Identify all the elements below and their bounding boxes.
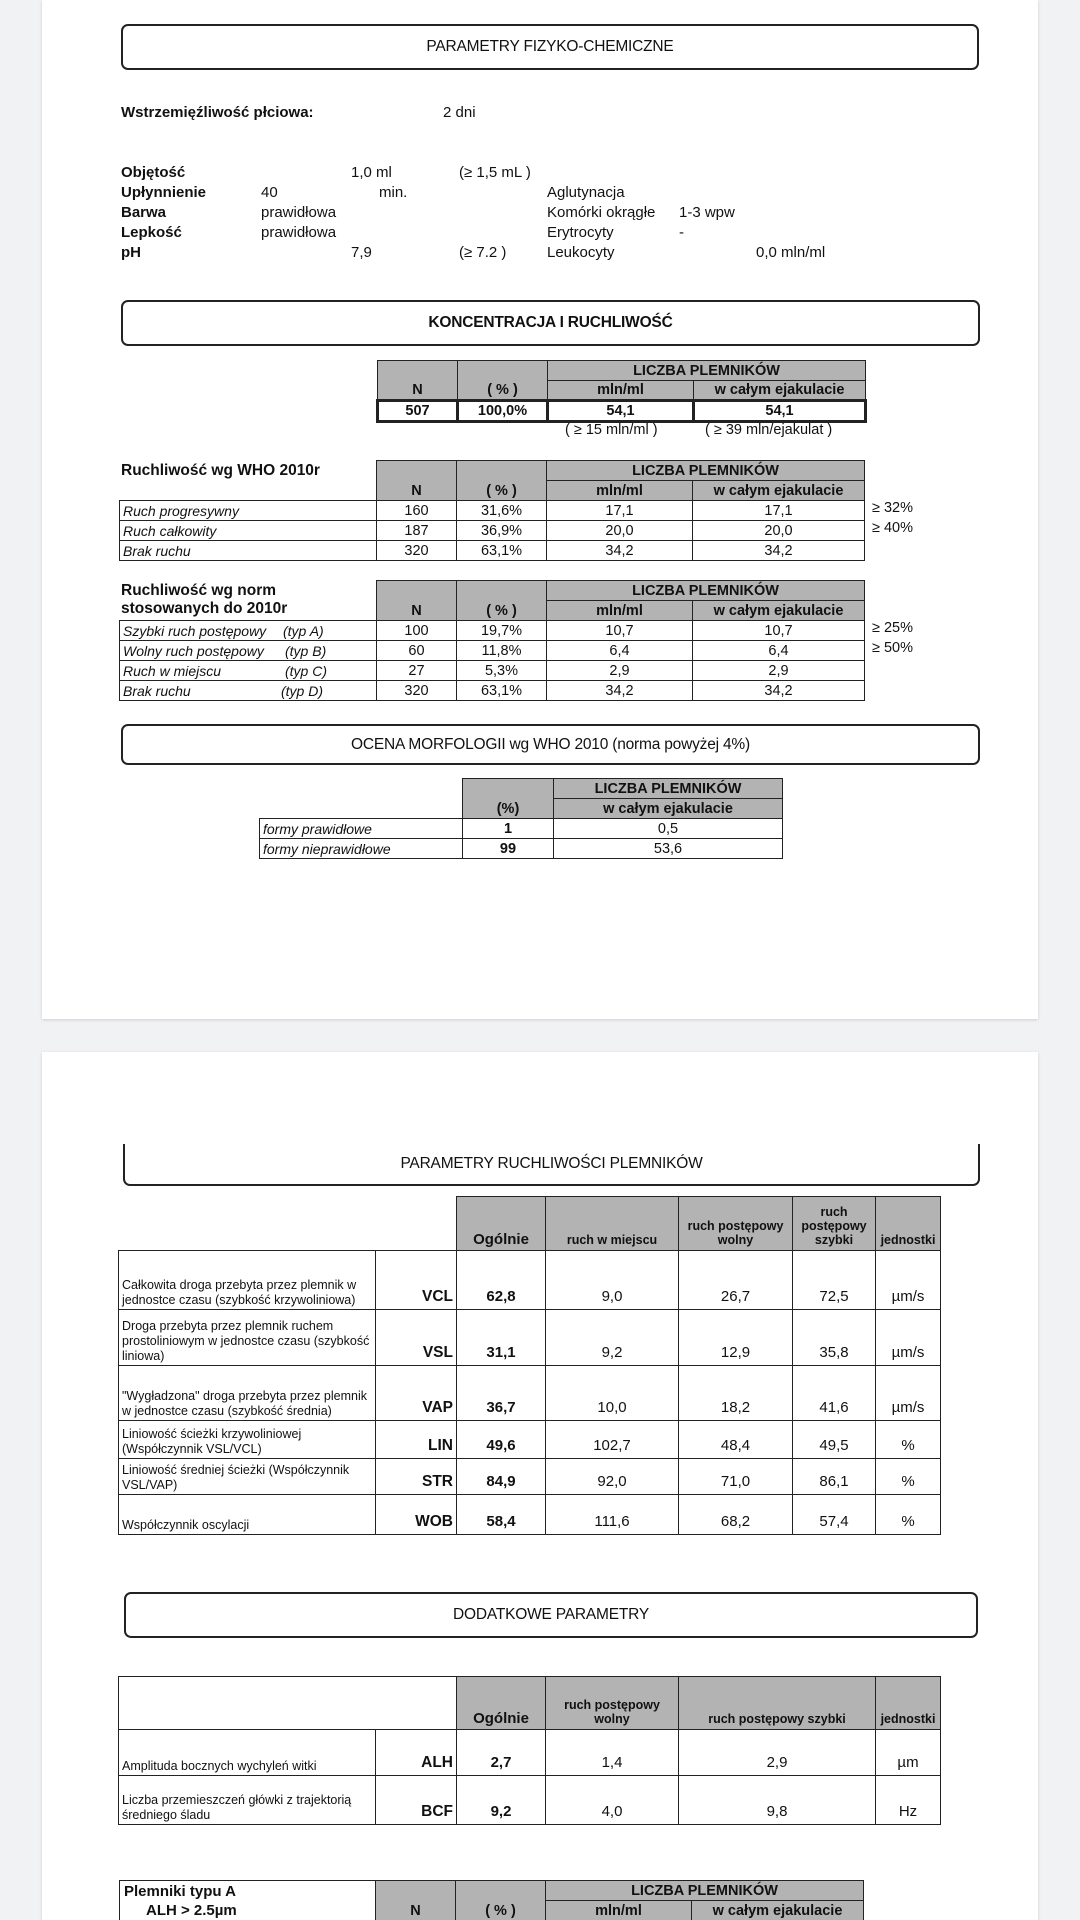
cell-total: 54,1 <box>694 401 866 422</box>
cell-overall: 58,4 <box>457 1495 546 1535</box>
col-header-n: N <box>378 361 458 401</box>
param-label: Komórki okrągłe <box>547 204 656 221</box>
param-value: prawidłowa <box>261 204 337 221</box>
col-header-group: LICZBA PLEMNIKÓW <box>554 779 783 799</box>
type-a-table <box>119 1880 864 1920</box>
col-header-total: w całym ejakulacie <box>554 799 783 819</box>
cell-total: 34,2 <box>693 541 865 561</box>
cell-mlnml: 34,2 <box>547 681 693 701</box>
col-header-pct: ( % ) <box>458 361 548 401</box>
row-description: Amplituda bocznych wychyleń witki <box>119 1730 376 1776</box>
param-value: 0,0 mln/ml <box>756 244 826 261</box>
col-header-mlnml: mln/ml <box>546 1901 692 1920</box>
table-row <box>260 839 783 859</box>
concentration-table <box>376 360 867 423</box>
table-row <box>120 621 865 641</box>
cell-n: 60 <box>377 641 457 661</box>
section-header-additional <box>124 1592 978 1638</box>
row-description: "Wygładzona" droga przebyta przez plemnik w jednostce czasu (szybkość średnia) <box>119 1366 376 1421</box>
row-code: BCF <box>376 1776 457 1825</box>
norm-progressive: ≥ 32% <box>872 500 914 516</box>
norm-type-b: ≥ 50% <box>872 640 914 656</box>
param-value: - <box>679 224 684 241</box>
col-header-group: LICZBA PLEMNIKÓW <box>547 461 865 481</box>
table-row <box>119 1776 941 1825</box>
row-code: ALH <box>376 1730 457 1776</box>
cell-in-place: 102,7 <box>546 1421 679 1459</box>
col-header-fast-progressive: ruch postępowy szybki <box>793 1197 876 1251</box>
cell-n: 187 <box>377 521 457 541</box>
cell-pct: 99 <box>463 839 554 859</box>
table-row <box>119 1730 941 1776</box>
table-row <box>119 1310 941 1366</box>
col-header-group: LICZBA PLEMNIKÓW <box>548 361 866 381</box>
row-label: Brak ruchu (typ D) <box>120 681 377 701</box>
norm-type-a: ≥ 25% <box>872 620 914 636</box>
row-code: VSL <box>376 1310 457 1366</box>
table-row <box>378 401 866 422</box>
cell-pct: 63,1% <box>457 681 547 701</box>
cell-slow: 4,0 <box>546 1776 679 1825</box>
cell-pct: 63,1% <box>457 541 547 561</box>
cell-overall: 62,8 <box>457 1251 546 1310</box>
col-header-fast-progressive: ruch postępowy szybki <box>679 1677 876 1730</box>
col-header-n: N <box>376 1881 456 1920</box>
motility-params-table <box>118 1196 941 1535</box>
norm-mlnml: ( ≥ 15 mln/ml ) <box>565 422 658 438</box>
col-header-n: N <box>377 461 457 501</box>
col-header-units: jednostki <box>876 1677 941 1730</box>
cell-total: 53,6 <box>554 839 783 859</box>
param-label: Aglutynacja <box>547 184 625 201</box>
cell-pct: 36,9% <box>457 521 547 541</box>
cell-fast: 57,4 <box>793 1495 876 1535</box>
cell-fast: 2,9 <box>679 1730 876 1776</box>
cell-pct: 11,8% <box>457 641 547 661</box>
col-header-pct: ( % ) <box>457 581 547 621</box>
row-label: Brak ruchu <box>120 541 377 561</box>
cell-in-place: 92,0 <box>546 1459 679 1495</box>
param-value: 1,0 ml <box>351 164 392 181</box>
param-label: pH <box>121 244 141 261</box>
cell-fast: 49,5 <box>793 1421 876 1459</box>
table-row <box>120 681 865 701</box>
param-value: 1-3 wpw <box>679 204 735 221</box>
old-heading-line2: stosowanych do 2010r <box>121 600 288 617</box>
cell-n: 507 <box>378 401 458 422</box>
cell-pct: 19,7% <box>457 621 547 641</box>
table-row <box>119 1251 941 1310</box>
cell-total: 6,4 <box>693 641 865 661</box>
cell-unit: % <box>876 1495 941 1535</box>
section-header-physchem <box>121 24 979 70</box>
param-label: Barwa <box>121 204 167 221</box>
type-a-heading: Plemniki typu A ALH > 2.5µm <box>120 1881 376 1920</box>
row-label: Ruch progresywny <box>120 501 377 521</box>
param-norm: (≥ 1,5 mL ) <box>459 164 531 181</box>
cell-n: 320 <box>377 681 457 701</box>
report-page-1 <box>42 0 1038 1019</box>
section-title: KONCENTRACJA I RUCHLIWOŚĆ <box>428 314 673 331</box>
row-label: Szybki ruch postępowy (typ A) <box>120 621 377 641</box>
row-code: VAP <box>376 1366 457 1421</box>
cell-overall: 31,1 <box>457 1310 546 1366</box>
col-header-mlnml: mln/ml <box>547 481 693 501</box>
table-row <box>120 521 865 541</box>
col-header-units: jednostki <box>876 1197 941 1251</box>
cell-in-place: 111,6 <box>546 1495 679 1535</box>
param-label: Lepkość <box>121 224 182 241</box>
table-row <box>119 1421 941 1459</box>
param-value: prawidłowa <box>261 224 337 241</box>
col-header-n: N <box>377 581 457 621</box>
cell-unit: µm/s <box>876 1251 941 1310</box>
cell-n: 160 <box>377 501 457 521</box>
norm-total: ( ≥ 39 mln/ejakulat ) <box>705 422 833 438</box>
cell-in-place: 9,0 <box>546 1251 679 1310</box>
section-header-concentration <box>121 300 980 346</box>
cell-n: 320 <box>377 541 457 561</box>
col-header-total: w całym ejakulacie <box>692 1901 864 1920</box>
cell-overall: 84,9 <box>457 1459 546 1495</box>
cell-unit: % <box>876 1459 941 1495</box>
old-heading-line1: Ruchliwość wg norm <box>121 582 277 599</box>
col-header-total: w całym ejakulacie <box>694 381 866 401</box>
norm-total-motility: ≥ 40% <box>872 520 914 536</box>
row-description: Współczynnik oscylacji <box>119 1495 376 1535</box>
cell-fast: 9,8 <box>679 1776 876 1825</box>
table-row <box>120 501 865 521</box>
table-row <box>260 819 783 839</box>
who-heading: Ruchliwość wg WHO 2010r <box>121 462 320 479</box>
cell-in-place: 9,2 <box>546 1310 679 1366</box>
table-row <box>120 541 865 561</box>
row-description: Całkowita droga przebyta przez plemnik w jednostce czasu (szybkość krzywoliniowa) <box>119 1251 376 1310</box>
cell-unit: % <box>876 1421 941 1459</box>
cell-unit: µm/s <box>876 1310 941 1366</box>
table-row <box>120 641 865 661</box>
cell-pct: 1 <box>463 819 554 839</box>
cell-total: 10,7 <box>693 621 865 641</box>
section-title: DODATKOWE PARAMETRY <box>453 1606 649 1623</box>
cell-mlnml: 2,9 <box>547 661 693 681</box>
param-value: 7,9 <box>351 244 372 261</box>
row-description: Liczba przemieszczeń główki z trajektorią średniego śladu <box>119 1776 376 1825</box>
cell-fast: 72,5 <box>793 1251 876 1310</box>
section-header-motility-params <box>123 1144 980 1186</box>
col-header-overall: Ogólnie <box>457 1197 546 1251</box>
cell-slow: 26,7 <box>679 1251 793 1310</box>
row-description: Liniowość średniej ścieżki (Współczynnik VSL/VAP) <box>119 1459 376 1495</box>
morphology-table <box>259 778 783 859</box>
cell-mlnml: 17,1 <box>547 501 693 521</box>
additional-params-table <box>118 1676 941 1825</box>
cell-pct: 31,6% <box>457 501 547 521</box>
row-label: formy prawidłowe <box>260 819 463 839</box>
cell-fast: 35,8 <box>793 1310 876 1366</box>
abstinence-value: 2 dni <box>443 104 476 121</box>
col-header-pct: ( % ) <box>456 1881 546 1920</box>
row-code: LIN <box>376 1421 457 1459</box>
cell-overall: 2,7 <box>457 1730 546 1776</box>
cell-n: 100 <box>377 621 457 641</box>
cell-pct: 100,0% <box>458 401 548 422</box>
table-row <box>120 661 865 681</box>
old-norms-motility-table <box>119 580 865 701</box>
section-title: PARAMETRY FIZYKO-CHEMICZNE <box>426 38 674 55</box>
row-label: Ruch w miejscu (typ C) <box>120 661 377 681</box>
row-label: Ruch całkowity <box>120 521 377 541</box>
row-description: Droga przebyta przez plemnik ruchem prostoliniowym w jednostce czasu (szybkość liniowa) <box>119 1310 376 1366</box>
row-label: formy nieprawidłowe <box>260 839 463 859</box>
cell-pct: 5,3% <box>457 661 547 681</box>
cell-slow: 48,4 <box>679 1421 793 1459</box>
col-header-slow-progressive: ruch postępowy wolny <box>679 1197 793 1251</box>
cell-unit: µm/s <box>876 1366 941 1421</box>
param-label: Objętość <box>121 164 186 181</box>
row-code: STR <box>376 1459 457 1495</box>
param-label: Upłynnienie <box>121 184 207 201</box>
param-norm: (≥ 7.2 ) <box>459 244 507 261</box>
section-title: OCENA MORFOLOGII wg WHO 2010 (norma powyżej 4%) <box>351 735 750 753</box>
param-label: Leukocyty <box>547 244 615 261</box>
cell-overall: 36,7 <box>457 1366 546 1421</box>
col-header-total: w całym ejakulacie <box>693 481 865 501</box>
row-label: Wolny ruch postępowy (typ B) <box>120 641 377 661</box>
table-row <box>119 1459 941 1495</box>
cell-mlnml: 6,4 <box>547 641 693 661</box>
col-header-slow-progressive: ruch postępowy wolny <box>546 1677 679 1730</box>
col-header-total: w całym ejakulacie <box>693 601 865 621</box>
cell-total: 2,9 <box>693 661 865 681</box>
cell-total: 0,5 <box>554 819 783 839</box>
cell-n: 27 <box>377 661 457 681</box>
who-motility-table <box>119 460 865 561</box>
cell-slow: 1,4 <box>546 1730 679 1776</box>
col-header-mlnml: mln/ml <box>548 381 694 401</box>
cell-mlnml: 54,1 <box>548 401 694 422</box>
col-header-overall: Ogólnie <box>457 1677 546 1730</box>
col-header-pct: (%) <box>463 779 554 819</box>
cell-fast: 86,1 <box>793 1459 876 1495</box>
abstinence-label: Wstrzemięźliwość płciowa: <box>121 104 314 121</box>
cell-in-place: 10,0 <box>546 1366 679 1421</box>
cell-slow: 12,9 <box>679 1310 793 1366</box>
cell-slow: 18,2 <box>679 1366 793 1421</box>
param-unit: min. <box>379 184 408 201</box>
table-row <box>119 1495 941 1535</box>
col-header-mlnml: mln/ml <box>547 601 693 621</box>
cell-overall: 9,2 <box>457 1776 546 1825</box>
cell-total: 20,0 <box>693 521 865 541</box>
report-page-2 <box>42 1052 1038 1920</box>
param-label: Erytrocyty <box>547 224 614 241</box>
section-title: PARAMETRY RUCHLIWOŚCI PLEMNIKÓW <box>400 1155 703 1172</box>
cell-overall: 49,6 <box>457 1421 546 1459</box>
col-header-pct: ( % ) <box>457 461 547 501</box>
section-header-morphology <box>121 724 980 765</box>
row-description: Liniowość ścieżki krzywoliniowej (Współczynnik VSL/VCL) <box>119 1421 376 1459</box>
row-code: WOB <box>376 1495 457 1535</box>
col-header-in-place: ruch w miejscu <box>546 1197 679 1251</box>
table-row <box>119 1366 941 1421</box>
cell-unit: Hz <box>876 1776 941 1825</box>
cell-mlnml: 10,7 <box>547 621 693 641</box>
row-code: VCL <box>376 1251 457 1310</box>
param-value: 40 <box>261 184 278 201</box>
col-header-group: LICZBA PLEMNIKÓW <box>546 1881 864 1901</box>
cell-unit: µm <box>876 1730 941 1776</box>
col-header-group: LICZBA PLEMNIKÓW <box>547 581 865 601</box>
cell-mlnml: 20,0 <box>547 521 693 541</box>
cell-fast: 41,6 <box>793 1366 876 1421</box>
cell-total: 17,1 <box>693 501 865 521</box>
cell-mlnml: 34,2 <box>547 541 693 561</box>
cell-total: 34,2 <box>693 681 865 701</box>
cell-slow: 68,2 <box>679 1495 793 1535</box>
cell-slow: 71,0 <box>679 1459 793 1495</box>
